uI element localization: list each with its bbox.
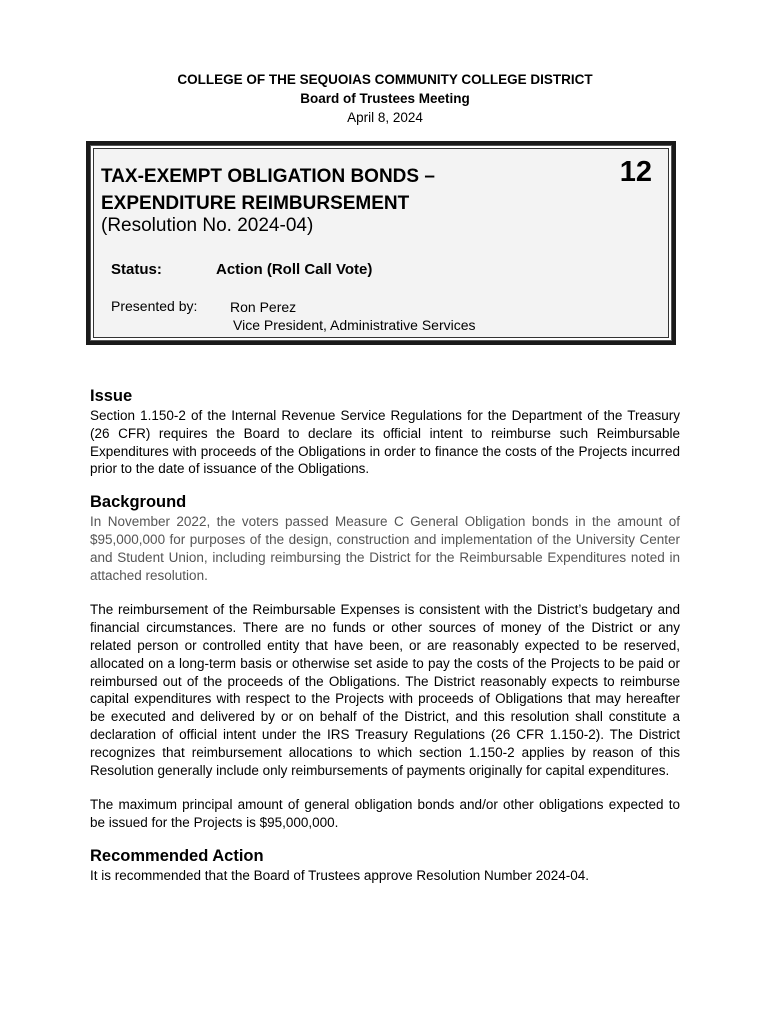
status-label: Status:	[111, 261, 162, 278]
background-paragraph-1: In November 2022, the voters passed Measure C General Obligation bonds in the amount of $95,000,000 for purposes of the design, construction and implementation of the University Center and Student Union, including reimbursing the District for the Reimbursable Expenditures noted in attached resolution.	[90, 514, 680, 583]
agenda-item-box-inner	[93, 148, 669, 338]
issue-paragraph: Section 1.150-2 of the Internal Revenue Service Regulations for the Department of the Treasury (26 CFR) requires the Board to declare its official intent to reimburse such Reimbursable Expenditures with proceeds of the Obligations in order to finance the costs of the Projects incurred prior to the date of issuance of the Obligations.	[90, 408, 680, 477]
recommended-action-paragraph: It is recommended that the Board of Trustees approve Resolution Number 2024-04.	[90, 867, 590, 883]
agenda-item-title-line-1: TAX-EXEMPT OBLIGATION BONDS –	[101, 166, 435, 187]
agenda-item-title	[101, 163, 561, 217]
background-paragraph-2: The reimbursement of the Reimbursable Expenses is consistent with the District’s budgetary and financial circumstances. There are no funds or other sources of money of the District or any related person or controlled entity that have been, or are reasonably expected to be reserved, allocated on a long-term basis or otherwise set aside to pay the costs of the Projects to be paid or reimbursed out of the proceeds of the Obligations. The District reasonably expects to reimburse capital expenditures with respect to the Projects with proceeds of Obligations that may hereafter be executed and delivered by or on behalf of the District, and this resolution shall constitute a declaration of official intent under the IRS Treasury Regulations (26 CFR 1.150-2). The District recognizes that reimbursement allocations to which section 1.150-2 applies by reason of this Resolution generally include only reimbursements of payments originally for capital expenditures.	[90, 602, 680, 778]
recommended-action-heading: Recommended Action	[90, 846, 264, 865]
issue-heading: Issue	[90, 387, 133, 405]
district-name: COLLEGE OF THE SEQUOIAS COMMUNITY COLLEGE DISTRICT	[177, 72, 593, 87]
agenda-item-number: 12	[619, 156, 652, 188]
agenda-item-box	[86, 141, 676, 345]
document-header	[0, 70, 770, 127]
resolution-number: (Resolution No. 2024-04)	[101, 215, 314, 236]
background-paragraph-3: The maximum principal amount of general obligation bonds and/or other obligations expected to be issued for the Projects is $95,000,000.	[90, 797, 680, 831]
background-heading: Background	[90, 493, 187, 512]
presenter-title: Vice President, Administrative Services	[233, 317, 476, 333]
presented-by-label: Presented by:	[111, 298, 198, 314]
meeting-name: Board of Trustees Meeting	[300, 91, 470, 106]
status-value: Action (Roll Call Vote)	[216, 261, 373, 278]
presenter-name: Ron Perez	[230, 299, 297, 315]
document-body	[90, 386, 680, 885]
meeting-date: April 8, 2024	[347, 110, 423, 125]
agenda-item-title-line-2: EXPENDITURE REIMBURSEMENT	[101, 193, 410, 214]
